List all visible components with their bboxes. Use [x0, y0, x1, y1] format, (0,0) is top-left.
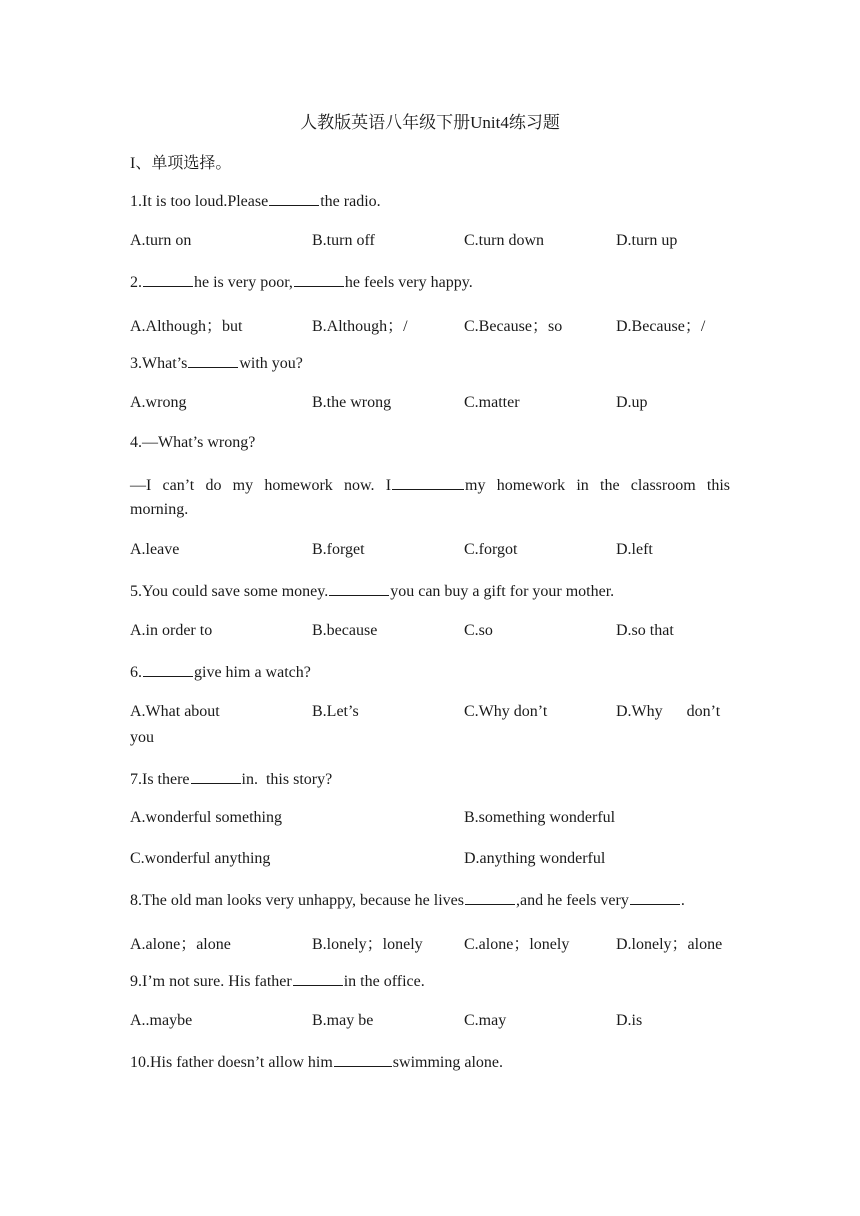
question-text: you can buy a gift for your mother. — [390, 583, 615, 600]
option-d: D.so that — [616, 622, 674, 639]
question-6 — [130, 662, 730, 682]
option-a: A..maybe — [130, 1012, 193, 1029]
option-c: C.so — [464, 622, 493, 639]
question-text: with you? — [239, 355, 303, 372]
option-b: B.Let’s — [312, 703, 359, 720]
option-d: D.anything wonderful — [464, 850, 606, 867]
question-4-continuation: morning. — [130, 501, 189, 518]
question-text: he feels very happy. — [344, 274, 473, 291]
question-text: 2. — [130, 274, 142, 291]
section-heading: I、单项选择。 — [130, 155, 232, 172]
question-text: ,and he feels very — [515, 892, 629, 909]
option-d: D.Why don’t — [616, 703, 721, 720]
answer-blank — [293, 971, 343, 986]
answer-blank — [392, 475, 464, 490]
option-a: A.What about — [130, 703, 220, 720]
question-text: 6. — [130, 664, 142, 681]
option-b: B.lonely；lonely — [312, 936, 423, 953]
question-4: 4.—What’s wrong? — [130, 434, 256, 451]
question-7 — [130, 769, 730, 789]
answer-blank — [294, 272, 344, 287]
option-a: A.wonderful something — [130, 809, 282, 826]
question-text: 5.You could save some money. — [130, 583, 329, 600]
answer-blank — [143, 662, 193, 677]
question-text: 8.The old man looks very unhappy, because he lives — [130, 892, 464, 909]
option-c: C.Because；so — [464, 318, 563, 335]
option-c: C.turn down — [464, 232, 544, 249]
question-text: 10.His father doesn’t allow him — [130, 1054, 333, 1071]
option-a: A.alone；alone — [130, 936, 231, 953]
option-d: D.lonely；alone — [616, 936, 723, 953]
answer-blank — [334, 1052, 392, 1067]
option-b: B.the wrong — [312, 394, 392, 411]
option-b: B.because — [312, 622, 378, 639]
option-d: D.Because；/ — [616, 318, 706, 335]
option-d: D.turn up — [616, 232, 678, 249]
question-4-dialogue — [130, 475, 730, 495]
answer-blank — [143, 272, 193, 287]
question-text: —I can’t do my homework now. I — [130, 477, 392, 494]
question-text: he is very poor, — [194, 274, 293, 291]
option-b: B.something wonderful — [464, 809, 616, 826]
option-b: B.turn off — [312, 232, 375, 249]
question-text: 9.I’m not sure. His father — [130, 973, 292, 990]
question-5 — [130, 581, 730, 601]
question-3 — [130, 353, 730, 373]
option-c: C.wonderful anything — [130, 850, 271, 867]
question-text: swimming alone. — [392, 1054, 503, 1071]
answer-blank — [630, 890, 680, 905]
option-a: A.in order to — [130, 622, 213, 639]
question-text: in. this story? — [241, 771, 333, 788]
option-a: A.leave — [130, 541, 180, 558]
option-b: B.may be — [312, 1012, 374, 1029]
question-9 — [130, 971, 730, 991]
option-d-continuation: you — [130, 729, 154, 746]
question-2 — [130, 272, 730, 292]
question-text: 1.It is too loud.Please — [130, 193, 269, 210]
option-b: B.forget — [312, 541, 365, 558]
question-text: give him a watch? — [194, 664, 311, 681]
option-c: C.may — [464, 1012, 507, 1029]
option-a: A.wrong — [130, 394, 187, 411]
option-d: D.up — [616, 394, 648, 411]
answer-blank — [191, 769, 241, 784]
answer-blank — [188, 353, 238, 368]
question-text: my homework in the classroom this — [465, 477, 730, 494]
question-text: 3.What’s — [130, 355, 188, 372]
answer-blank — [465, 890, 515, 905]
option-d: D.is — [616, 1012, 643, 1029]
option-c: C.Why don’t — [464, 703, 548, 720]
question-text: the radio. — [320, 193, 381, 210]
question-1 — [130, 191, 730, 211]
question-10 — [130, 1052, 730, 1072]
option-a: A.turn on — [130, 232, 192, 249]
option-c: C.matter — [464, 394, 520, 411]
option-b: B.Although；/ — [312, 318, 408, 335]
question-8 — [130, 890, 750, 910]
option-d: D.left — [616, 541, 653, 558]
option-c: C.forgot — [464, 541, 518, 558]
option-a: A.Although；but — [130, 318, 243, 335]
answer-blank — [269, 191, 319, 206]
option-c: C.alone；lonely — [464, 936, 570, 953]
answer-blank — [329, 581, 389, 596]
question-text: 7.Is there — [130, 771, 190, 788]
question-text: . — [680, 892, 685, 909]
page-title: 人教版英语八年级下册Unit4练习题 — [300, 113, 560, 132]
question-text: in the office. — [343, 973, 425, 990]
